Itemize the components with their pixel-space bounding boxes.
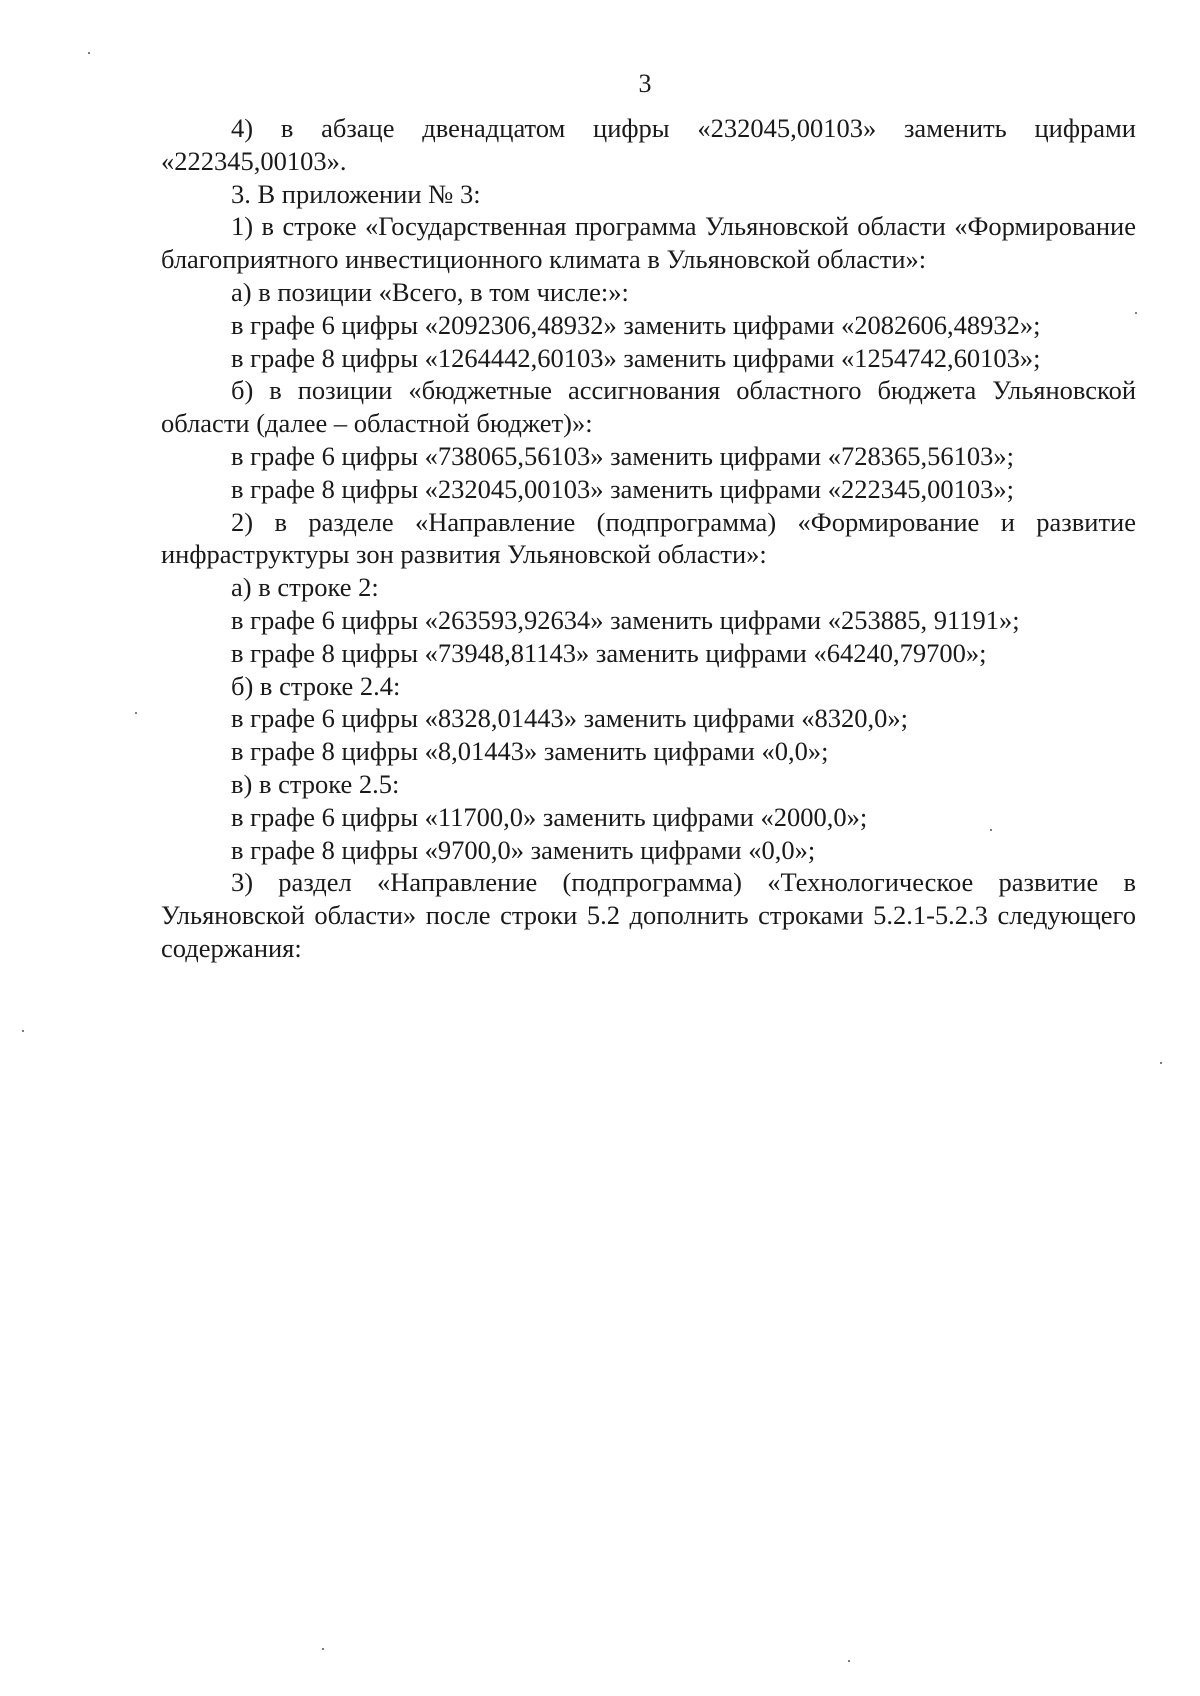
paragraph-item-2-razdel: 2) в разделе «Направление (подпрограмма) «Формирование и развитие инфраструктуры зон развития Ульяновской области»: bbox=[161, 506, 1136, 570]
paragraph-line: в графе 8 цифры «8,01443» заменить цифрами «0,0»; bbox=[231, 736, 829, 767]
paragraph-line: в графе 8 цифры «1264442,60103» заменить цифрами «1254742,60103»; bbox=[231, 342, 1041, 373]
scan-speck bbox=[22, 1030, 24, 1032]
paragraph-sub-b: б) в позиции «бюджетные ассигнования областного бюджета Ульяновской области (далее – областной бюджет)»: bbox=[161, 375, 1136, 439]
scan-speck bbox=[88, 52, 90, 54]
paragraph-sub-v: в) в строке 2.5: bbox=[231, 768, 400, 799]
scan-speck bbox=[990, 829, 992, 831]
scan-speck bbox=[135, 712, 137, 714]
paragraph-line: в графе 6 цифры «263593,92634» заменить цифрами «253885, 91191»; bbox=[231, 604, 1020, 635]
paragraph-line: в графе 8 цифры «73948,81143» заменить цифрами «64240,79700»; bbox=[231, 637, 987, 668]
scan-speck bbox=[1135, 312, 1137, 314]
paragraph-line: в графе 8 цифры «232045,00103» заменить цифрами «222345,00103»; bbox=[231, 473, 1014, 504]
scan-speck bbox=[1160, 1062, 1162, 1064]
paragraph-line: в графе 6 цифры «8328,01443» заменить цифрами «8320,0»; bbox=[231, 703, 908, 734]
page-number: 3 bbox=[638, 69, 652, 98]
paragraph-line: в графе 6 цифры «11700,0» заменить цифрами «2000,0»; bbox=[231, 801, 868, 832]
paragraph-item-1-stroka: 1) в строке «Государственная программа Ульяновской области «Формирование благоприятного инвестиционного климата в Ульяновской области»: bbox=[161, 211, 1136, 275]
document-body bbox=[161, 112, 1136, 965]
paragraph-item-4-abzac: 4) в абзаце двенадцатом цифры «232045,00103» заменить цифрами «222345,00103». bbox=[161, 113, 1136, 176]
paragraph-item-3-razdel: 3) раздел «Направление (подпрограмма) «Технологическое развитие в Ульяновской области» после строки 5.2 дополнить строками 5.2.1-5.2.3 следующего содержания: bbox=[161, 867, 1136, 963]
paragraph-sub-a: а) в позиции «Всего, в том числе:»: bbox=[231, 276, 629, 307]
paragraph-line: в графе 6 цифры «738065,56103» заменить цифрами «728365,56103»; bbox=[231, 440, 1014, 471]
paragraph-line: в графе 8 цифры «9700,0» заменить цифрами «0,0»; bbox=[231, 834, 816, 865]
paragraph-section-3: 3. В приложении № 3: bbox=[231, 178, 481, 209]
scan-speck bbox=[322, 1648, 324, 1650]
paragraph-sub-a: а) в строке 2: bbox=[231, 572, 379, 603]
paragraph-sub-b: б) в строке 2.4: bbox=[231, 670, 401, 701]
scan-speck bbox=[848, 1660, 850, 1662]
paragraph-line: в графе 6 цифры «2092306,48932» заменить цифрами «2082606,48932»; bbox=[231, 309, 1041, 340]
